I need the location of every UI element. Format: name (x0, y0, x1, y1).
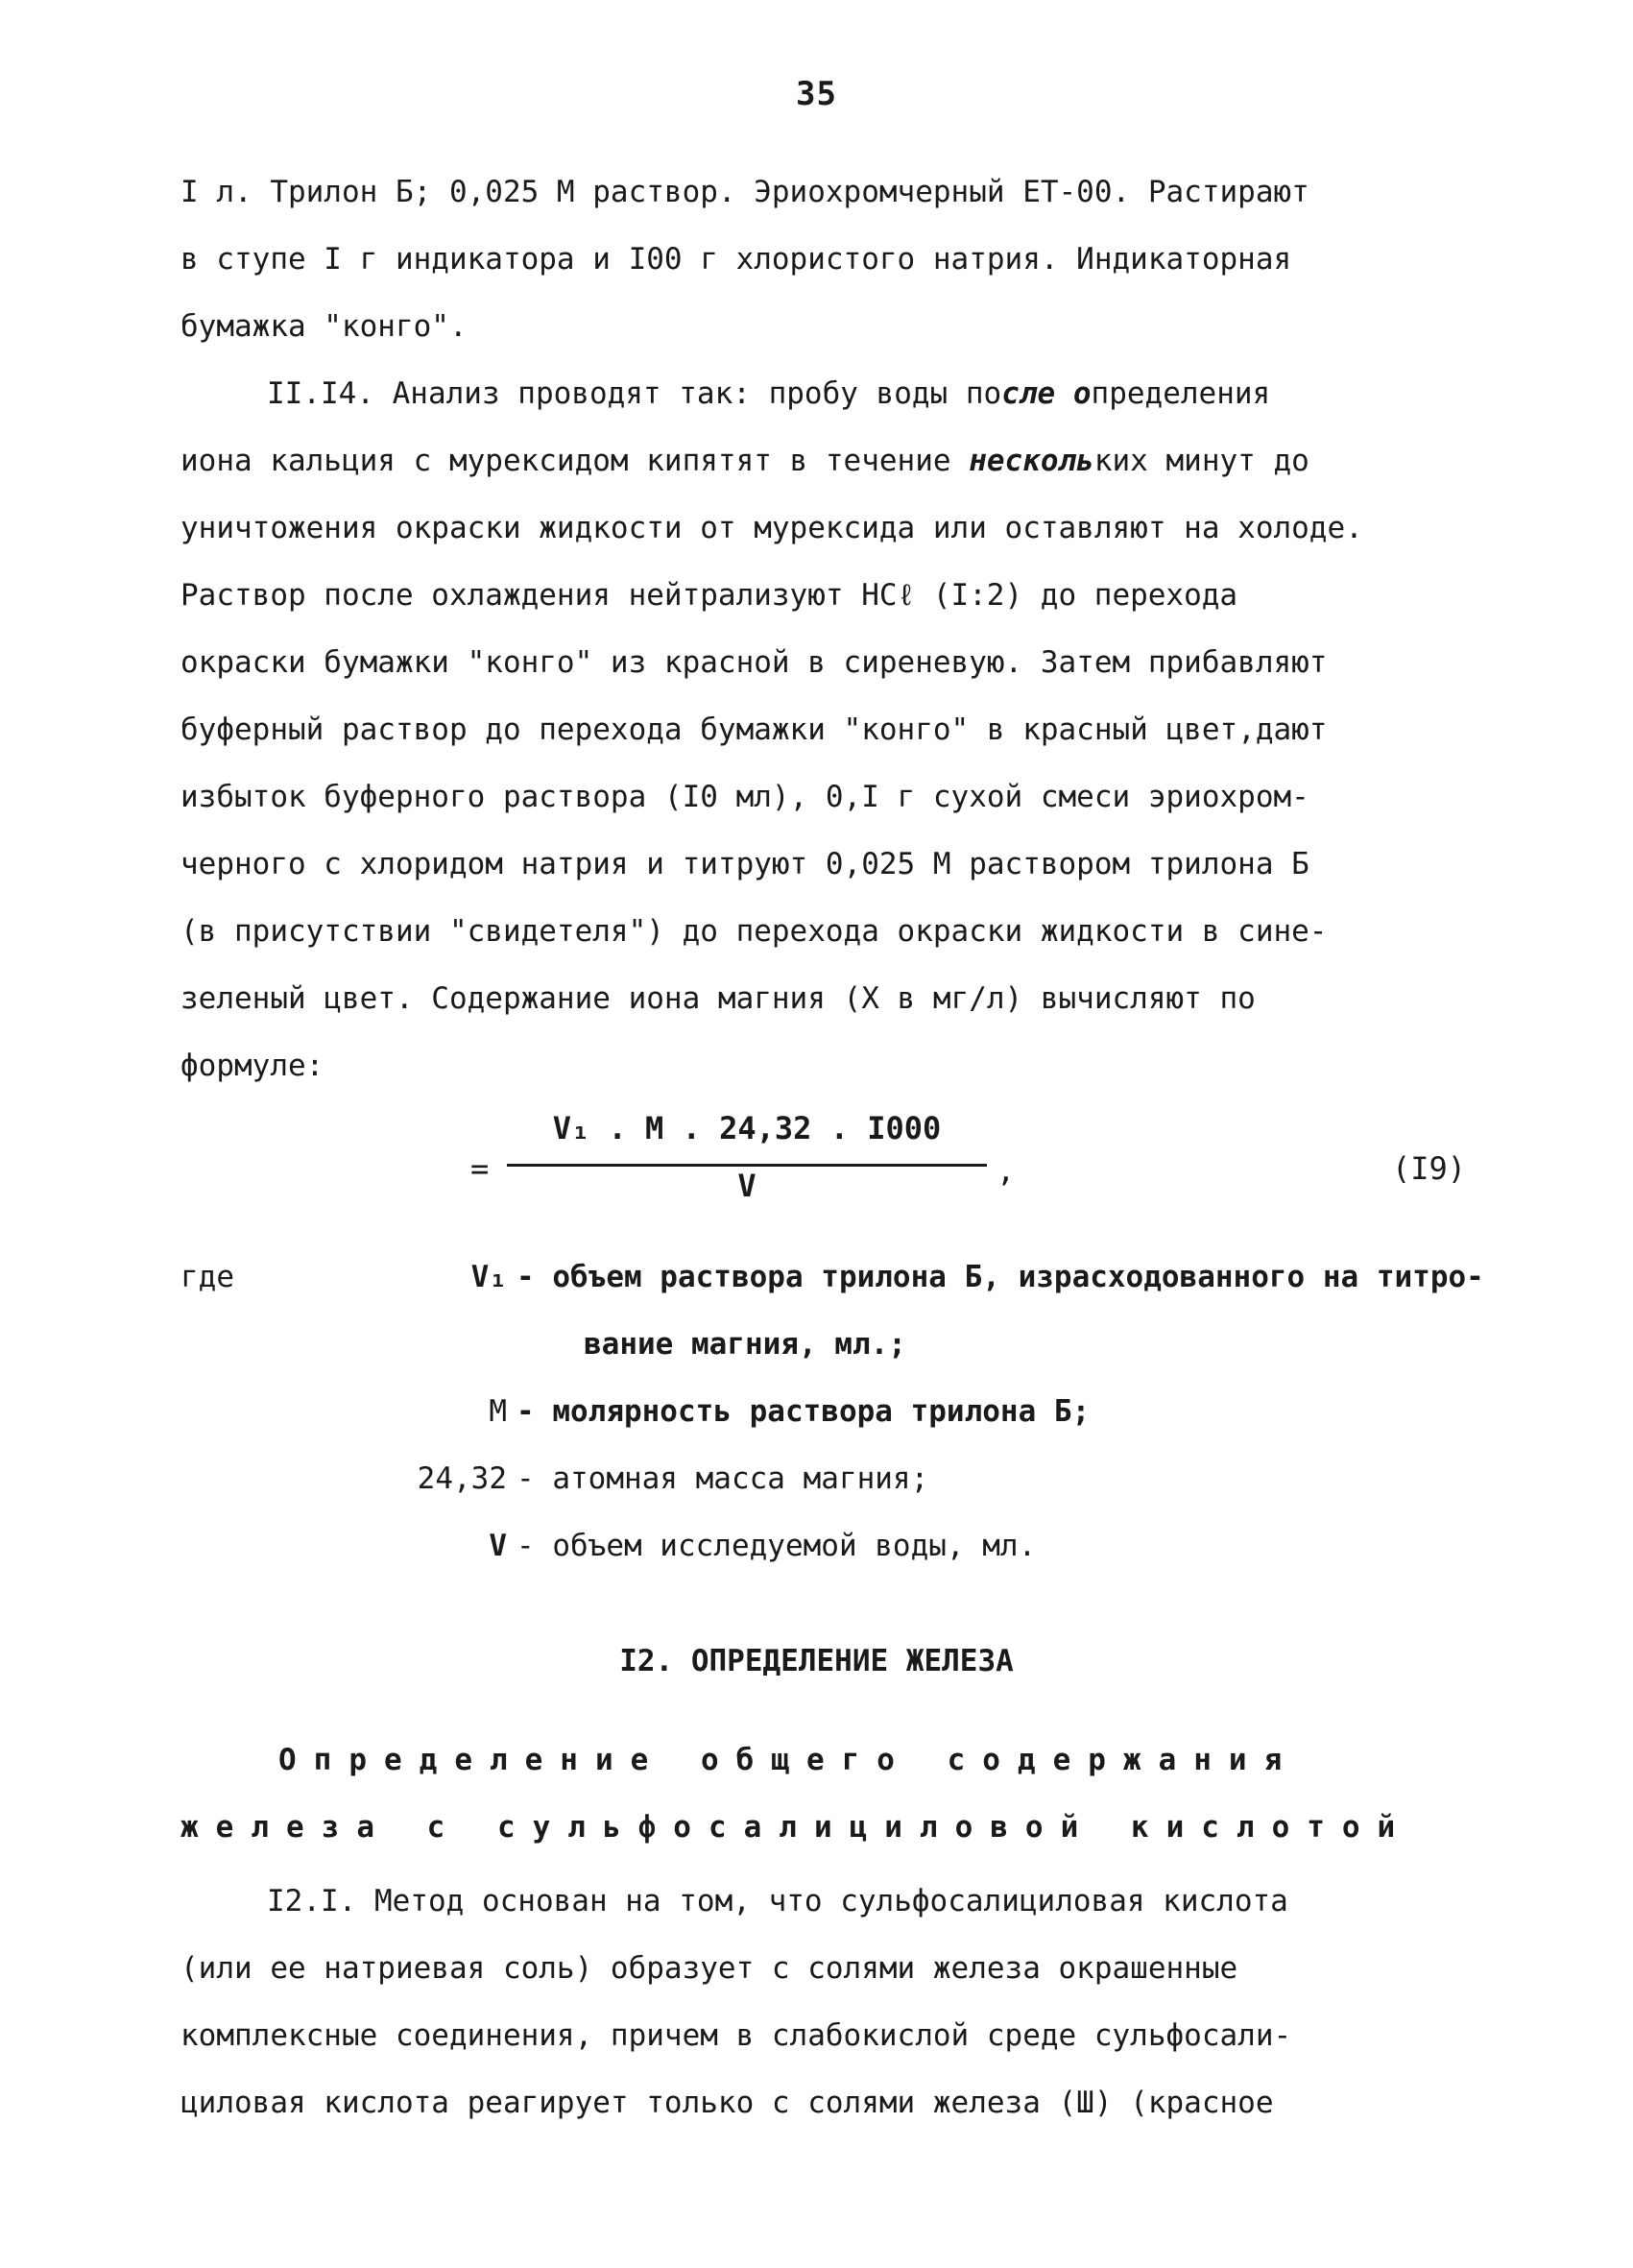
text-line: формуле: (180, 1049, 324, 1083)
equation-number: (I9) (1392, 1150, 1467, 1187)
formula-legend (180, 1243, 1505, 1580)
text-line (180, 360, 1505, 427)
text-line: бумажка "конго". (180, 309, 468, 344)
legend-row (180, 1512, 1505, 1580)
text-segment: ких минут до (1093, 444, 1309, 478)
text-line: I л. Трилон Б; 0,025 М раствор. Эриохромчерный ЕТ-00. Растирают (180, 175, 1309, 209)
legend-symbol: 24,32 (417, 1461, 507, 1496)
formula-numerator: V₁ . M . 24,32 . I000 (552, 1110, 942, 1146)
text-line: избыток буферного раствора (I0 мл), 0,I г сухой смеси эриохром- (180, 780, 1309, 814)
legend-description: - атомная масса магния; (516, 1461, 929, 1496)
subheading-line: Определение общего содержания (278, 1743, 1300, 1777)
legend-symbol: M (489, 1394, 507, 1429)
formula-denominator: V (737, 1168, 756, 1204)
text-line: Раствор после охлаждения нейтрализуют HCℓ (I:2) до перехода (180, 578, 1238, 613)
text-line: комплексные соединения, причем в слабокислой среде сульфосали- (180, 2018, 1292, 2053)
section-heading: I2. ОПРЕДЕЛЕНИЕ ЖЕЛЕЗА (619, 1644, 1014, 1678)
legend-row (180, 1243, 1505, 1311)
paragraph-analysis (180, 360, 1505, 1099)
text-line (180, 427, 1505, 495)
text-line: зеленый цвет. Содержание иона магния (X в мг/л) вычисляют по (180, 981, 1256, 1016)
text-segment: II.I4. Анализ проводят так: пробу воды по (267, 376, 1002, 411)
text-segment: пределения (1091, 376, 1271, 411)
legend-where-label: где (180, 1260, 234, 1294)
legend-row (180, 1311, 1505, 1378)
text-line: в ступе I г индикатора и I00 г хлористого натрия. Индикаторная (180, 242, 1292, 277)
paragraph-method (180, 1868, 1505, 2136)
text-line: окраски бумажки "конго" из красной в сиреневую. Затем прибавляют (180, 645, 1328, 680)
handwritten-correction: несколь (969, 444, 1094, 478)
text-line: черного с хлоридом натрия и титруют 0,025 М раствором трилона Б (180, 847, 1309, 881)
fraction-bar (507, 1164, 987, 1167)
legend-row (180, 1378, 1505, 1445)
text-line: уничтожения окраски жидкости от мурексида или оставляют на холоде. (180, 511, 1363, 545)
formula-19 (470, 1104, 1526, 1229)
formula-comma: , (997, 1152, 1016, 1189)
subheading-line: железа с сульфосалициловой кислотой (180, 1810, 1413, 1845)
legend-row (180, 1445, 1505, 1512)
formula-equals: = (470, 1150, 490, 1187)
text-segment: иона кальция с мурексидом кипятят в течение (180, 444, 970, 478)
legend-description-continuation: вание магния, мл.; (584, 1327, 906, 1362)
text-line: (или ее натриевая соль) образует с солями железа окрашенные (180, 1951, 1238, 1986)
legend-symbol: V₁ (470, 1260, 507, 1294)
text-line: буферный раствор до перехода бумажки "конго" в красный цвет,дают (180, 712, 1328, 747)
text-line: (в присутствии "свидетеля") до перехода окраски жидкости в сине- (180, 914, 1328, 949)
paragraph-reagents (180, 158, 1505, 360)
handwritten-correction: сле о (1001, 376, 1092, 411)
legend-description: - объем исследуемой воды, мл. (516, 1529, 1037, 1563)
legend-description: - молярность раствора трилона Б; (516, 1394, 1091, 1429)
text-line: I2.I. Метод основан на том, что сульфосалициловая кислота (267, 1884, 1288, 1918)
text-line: циловая кислота реагирует только с солями железа (Ш) (красное (180, 2086, 1274, 2120)
legend-description: - объем раствора трилона Б, израсходованного на титро- (516, 1260, 1484, 1294)
legend-symbol: V (489, 1529, 507, 1563)
page-number: 35 (796, 75, 837, 113)
